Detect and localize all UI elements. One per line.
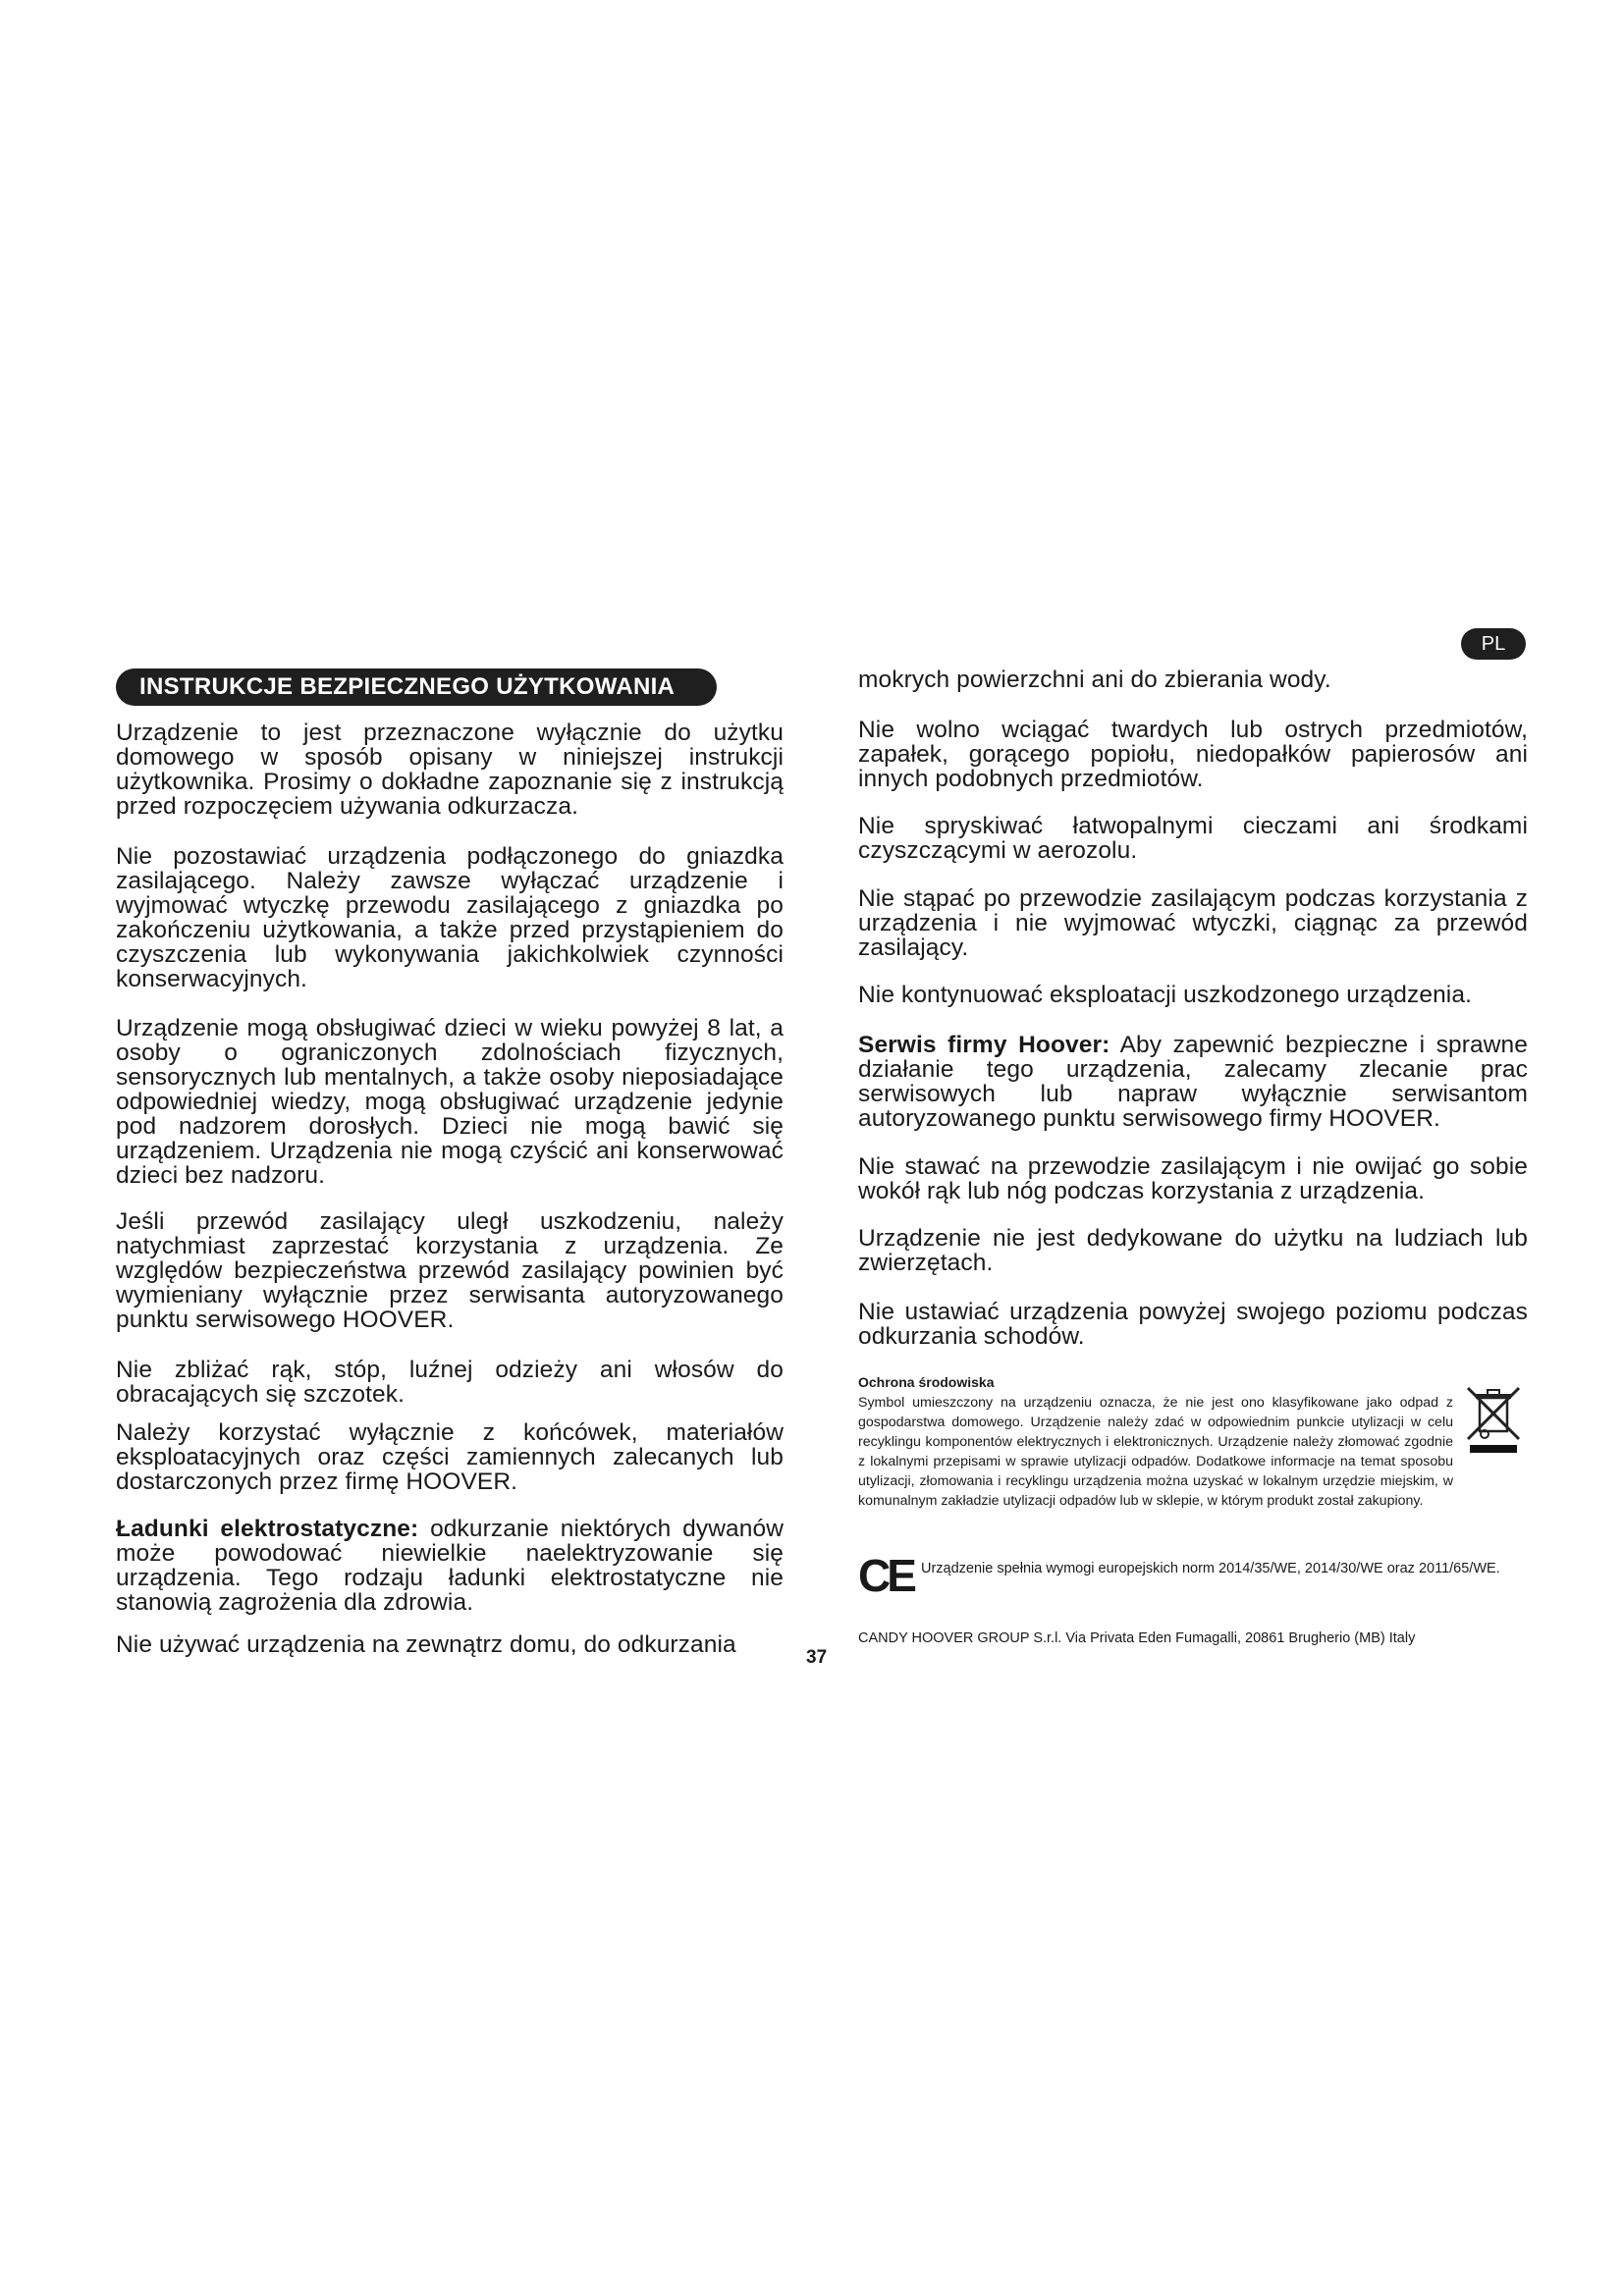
weee-bin-icon — [1464, 1384, 1523, 1453]
paragraph-wrap-cord: Nie stawać na przewodzie zasilającym i nie owijać go sobie wokół rąk lub nóg podczas korzystania z urządzenia. — [858, 1153, 1528, 1204]
language-badge: PL — [1461, 628, 1526, 660]
paragraph-outdoor: Nie używać urządzenia na zewnątrz domu, do odkurzania — [116, 1631, 736, 1658]
manufacturer-address: CANDY HOOVER GROUP S.r.l. Via Privata Eden Fumagalli, 20861 Brugherio (MB) Italy — [858, 1630, 1416, 1646]
ce-compliance-text: Urządzenie spełnia wymogi europejskich norm 2014/35/WE, 2014/30/WE oraz 2011/65/WE. — [921, 1561, 1500, 1576]
paragraph-accessories: Należy korzystać wyłącznie z końcówek, materiałów eksploatacyjnych oraz części zamiennych zalecanych lub dostarczonych przez firmę HOOVER. — [116, 1419, 784, 1495]
paragraph-people-animals: Urządzenie nie jest dedykowane do użytku na ludziach lub zwierzętach. — [858, 1225, 1528, 1276]
paragraph-unplug: Nie pozostawiać urządzenia podłączonego do gniazdka zasilającego. Należy zawsze wyłączać urządzenie i wyjmować wtyczkę przewodu zasilającego z gniazdka po zakończeniu użytkowania, a także przed przystąpieniem do czyszczenia lub wykonywania jakichkolwiek czynności konserwacyjnych. — [116, 843, 784, 992]
paragraph-electrostatic — [116, 1517, 784, 1615]
paragraph-damaged: Nie kontynuować eksploatacji uszkodzonego urządzenia. — [858, 982, 1472, 1008]
paragraph-brushes: Nie zbliżać rąk, stóp, luźnej odzieży ani włosów do obracających się szczotek. — [116, 1357, 784, 1408]
paragraph-cord-step: Nie stąpać po przewodzie zasilającym podczas korzystania z urządzenia i nie wyjmować wtyczki, ciągnąc za przewód zasilający. — [858, 885, 1528, 961]
environment-text: Symbol umieszczony na urządzeniu oznacza, że nie jest ono klasyfikowane jako odpad z gospodarstwa domowego. Urządzenie należy zdać w odpowiednim punkcie utylizacji w celu recyklingu komponentów elektrycznych i elektronicznych. Urządzenie należy złomować zgodnie z lokalnymi przepisami w sprawie utylizacji odpadów. Dodatkowe informacje na temat sposobu utylizacji, złomowania i recyklingu urządzenia można uzyskać w lokalnym urzędzie miejskim, w komunalnym zakładzie utylizacji odpadów lub w sklepie, w którym produkt został zakupiony. — [858, 1395, 1453, 1509]
service-text: Aby zapewnić bezpieczne i sprawne działanie tego urządzenia, zalecamy zlecanie prac serwisowych lub napraw wyłącznie serwisantom autoryzowanego punktu serwisowego firmy HOOVER. — [858, 1032, 1529, 1132]
paragraph-flammable: Nie spryskiwać łatwopalnymi cieczami ani środkami czyszczącymi w aerozolu. — [858, 813, 1528, 864]
electrostatic-text: odkurzanie niektórych dywanów może powodować niewielkie naelektryzowanie się urządzenia. Tego rodzaju ładunki elektrostatyczne nie stanowią zagrożenia dla zdrowia. — [116, 1516, 785, 1616]
page-number: 37 — [806, 1647, 828, 1668]
paragraph-stairs: Nie ustawiać urządzenia powyżej swojego poziomu podczas odkurzania schodów. — [858, 1299, 1528, 1350]
environment-title: Ochrona środowiska — [858, 1374, 995, 1390]
ce-mark-icon: CE — [858, 1550, 913, 1601]
service-label: Serwis firmy Hoover: — [858, 1032, 1110, 1058]
paragraph-sharp-objects: Nie wolno wciągać twardych lub ostrych przedmiotów, zapałek, gorącego popiołu, niedopałków papierosów ani innych podobnych przedmiotów. — [858, 717, 1528, 792]
paragraph-children: Urządzenie mogą obsługiwać dzieci w wieku powyżej 8 lat, a osoby o ograniczonych zdolnościach fizycznych, sensorycznych lub mentalnych, a także osoby nieposiadające odpowiedniej wiedzy, mogą obsługiwać urządzenie jedynie pod nadzorem dorosłych. Dzieci nie mogą bawić się urządzeniem. Urządzenia nie mogą czyścić ani konserwować dzieci bez nadzoru. — [116, 1015, 784, 1189]
paragraph-service — [858, 1033, 1528, 1131]
paragraph-power-cord: Jeśli przewód zasilający uległ uszkodzeniu, należy natychmiast zaprzestać korzystania z urządzenia. Ze względów bezpieczeństwa przewód zasilający powinien być wymieniany wyłącznie przez serwisanta autoryzowanego punktu serwisowego HOOVER. — [116, 1208, 784, 1333]
section-heading: INSTRUKCJE BEZPIECZNEGO UŻYTKOWANIA — [116, 668, 717, 706]
electrostatic-label: Ładunki elektrostatyczne: — [116, 1516, 419, 1542]
paragraph-wet-surfaces: mokrych powierzchni ani do zbierania wody. — [858, 667, 1331, 693]
paragraph-intended-use: Urządzenie to jest przeznaczone wyłącznie do użytku domowego w sposób opisany w niniejszej instrukcji użytkownika. Prosimy o dokładne zapoznanie się z instrukcją przed rozpoczęciem używania odkurzacza. — [116, 720, 784, 820]
